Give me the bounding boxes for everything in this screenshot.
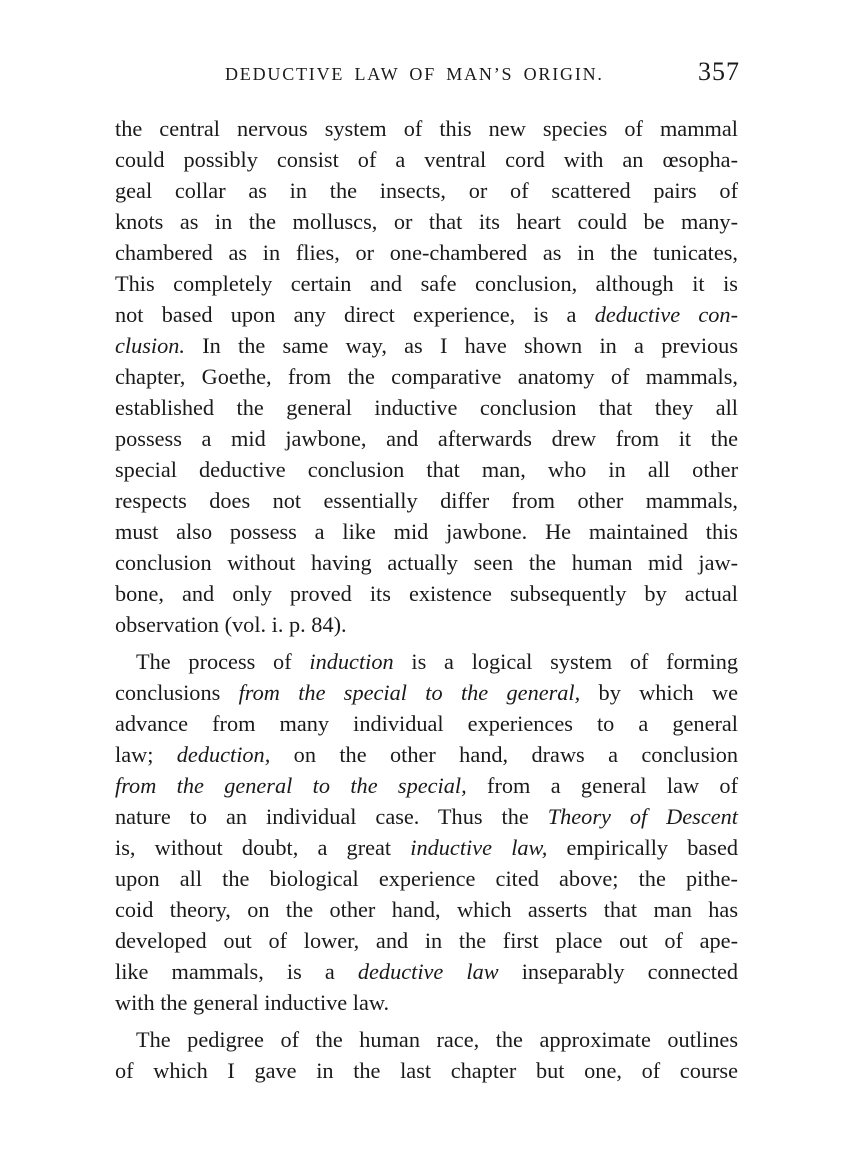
italic-text: Theory of Descent bbox=[547, 804, 738, 829]
paragraph bbox=[115, 646, 738, 1018]
italic-text: clusion. bbox=[115, 333, 185, 358]
text-run: empirically based bbox=[547, 835, 738, 860]
italic-text: from the general to the special, bbox=[115, 773, 467, 798]
text-line bbox=[115, 113, 738, 144]
paragraph bbox=[115, 113, 738, 640]
text-line bbox=[115, 832, 738, 863]
italic-text: deductive law bbox=[357, 959, 499, 984]
text-run: special deductive conclusion that man, who in all other bbox=[115, 457, 738, 482]
italic-text: induction bbox=[309, 649, 394, 674]
text-line bbox=[115, 175, 738, 206]
text-run: like mammals, is a bbox=[115, 959, 358, 984]
text-run: nature to an individual case. Thus the bbox=[115, 804, 548, 829]
text-line bbox=[115, 361, 738, 392]
text-run: bone, and only proved its existence subsequently by actual bbox=[115, 581, 738, 606]
text-line bbox=[115, 144, 738, 175]
text-run: conclusions bbox=[115, 680, 239, 705]
text-line bbox=[115, 1024, 738, 1055]
text-line bbox=[115, 547, 738, 578]
text-run: upon all the biological experience cited above; the pithe- bbox=[115, 866, 738, 891]
text-run: is a logical system of forming bbox=[393, 649, 738, 674]
text-line bbox=[115, 485, 738, 516]
text-line bbox=[115, 299, 738, 330]
text-run: possess a mid jawbone, and afterwards drew from it the bbox=[115, 426, 738, 451]
text-line bbox=[115, 894, 738, 925]
text-run: observation (vol. i. p. 84). bbox=[115, 612, 347, 637]
text-run: established the general inductive conclusion that they all bbox=[115, 395, 738, 420]
paragraph bbox=[115, 1024, 738, 1086]
text-run: could possibly consist of a ventral cord with an œsopha- bbox=[115, 147, 738, 172]
text-line bbox=[115, 206, 738, 237]
italic-text: deduction, bbox=[176, 742, 271, 767]
text-run: The pedigree of the human race, the approximate outlines bbox=[136, 1027, 738, 1052]
text-run: coid theory, on the other hand, which asserts that man has bbox=[115, 897, 738, 922]
text-run: In the same way, as I have shown in a previous bbox=[184, 333, 738, 358]
text-run: respects does not essentially differ from other mammals, bbox=[115, 488, 738, 513]
text-run: from a general law of bbox=[466, 773, 738, 798]
text-run: of which I gave in the last chapter but one, of course bbox=[115, 1058, 738, 1083]
text-line bbox=[115, 770, 738, 801]
text-run: developed out of lower, and in the first place out of ape- bbox=[115, 928, 738, 953]
text-line bbox=[115, 237, 738, 268]
text-run: knots as in the molluscs, or that its heart could be many- bbox=[115, 209, 738, 234]
text-line bbox=[115, 1055, 738, 1086]
text-run: not based upon any direct experience, is a bbox=[115, 302, 595, 327]
italic-text: from the special to the general, bbox=[238, 680, 581, 705]
text-run: must also possess a like mid jawbone. He maintained this bbox=[115, 519, 738, 544]
text-line bbox=[115, 708, 738, 739]
body-text bbox=[115, 113, 738, 1086]
text-line bbox=[115, 330, 738, 361]
text-run: inseparably connected bbox=[498, 959, 738, 984]
text-line bbox=[115, 423, 738, 454]
text-line bbox=[115, 268, 738, 299]
text-line bbox=[115, 392, 738, 423]
text-run: This completely certain and safe conclusion, although it is bbox=[115, 271, 738, 296]
text-run: the central nervous system of this new species of mammal bbox=[115, 116, 738, 141]
text-line bbox=[115, 516, 738, 547]
text-run: on the other hand, draws a conclusion bbox=[270, 742, 738, 767]
text-line bbox=[115, 578, 738, 609]
text-run: is, without doubt, a great bbox=[115, 835, 411, 860]
text-line bbox=[115, 609, 738, 640]
text-line bbox=[115, 739, 738, 770]
text-line bbox=[115, 646, 738, 677]
text-run: law; bbox=[115, 742, 177, 767]
text-line bbox=[115, 987, 738, 1018]
text-run: conclusion without having actually seen the human mid jaw- bbox=[115, 550, 738, 575]
running-title: DEDUCTIVE LAW OF MAN’S ORIGIN. bbox=[225, 64, 604, 84]
text-run: by which we bbox=[580, 680, 738, 705]
text-run: geal collar as in the insects, or of scattered pairs of bbox=[115, 178, 738, 203]
page-number: 357 bbox=[698, 57, 740, 86]
italic-text: deductive con- bbox=[594, 302, 738, 327]
text-line bbox=[115, 863, 738, 894]
text-line bbox=[115, 677, 738, 708]
text-run: The process of bbox=[136, 649, 310, 674]
text-run: chambered as in flies, or one-chambered as in the tunicates, bbox=[115, 240, 738, 265]
italic-text: inductive law, bbox=[410, 835, 548, 860]
text-run: chapter, Goethe, from the comparative anatomy of mammals, bbox=[115, 364, 738, 389]
text-run: with the general inductive law. bbox=[115, 990, 390, 1015]
text-run: advance from many individual experiences to a general bbox=[115, 711, 738, 736]
text-line bbox=[115, 454, 738, 485]
text-line bbox=[115, 925, 738, 956]
text-line bbox=[115, 801, 738, 832]
text-line bbox=[115, 956, 738, 987]
